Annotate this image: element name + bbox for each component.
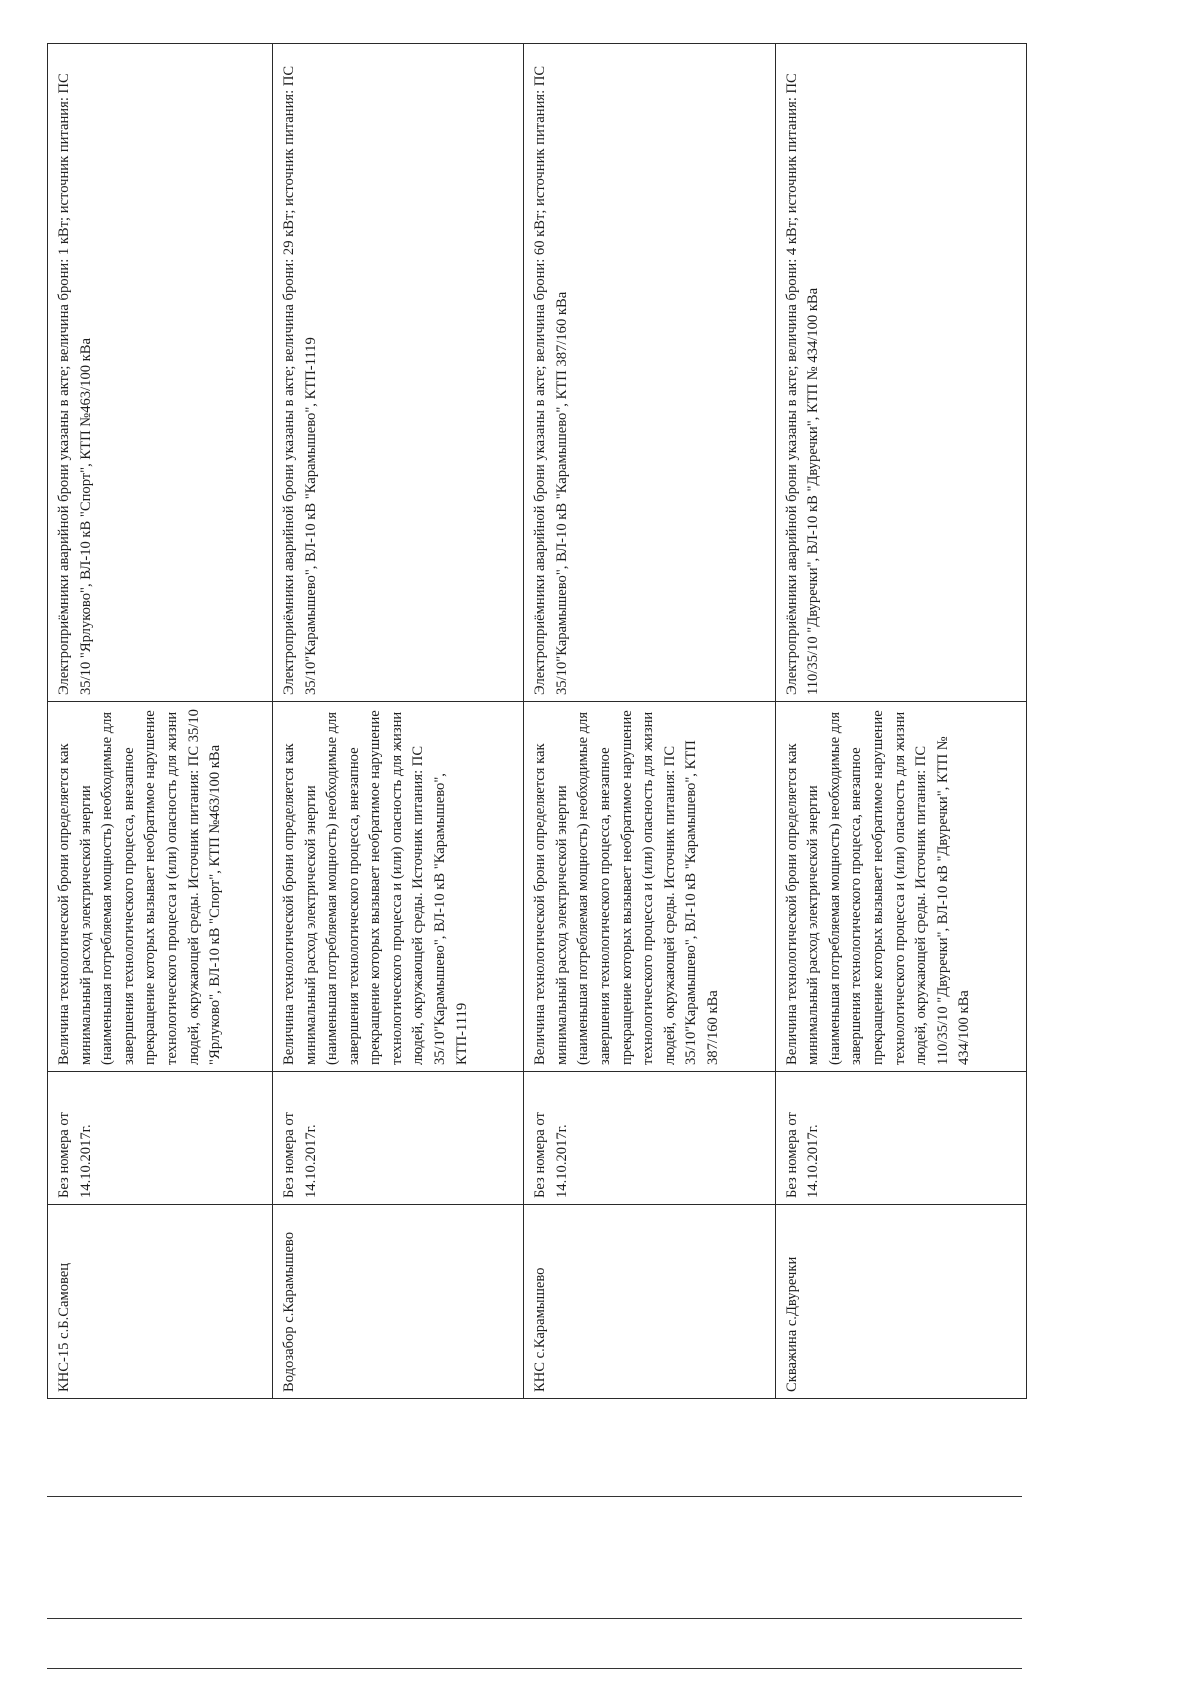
technological-reserve-cell: Величина технологической брони определяется как минимальный расход электрической энергии (наименьшая потребляемая мощность) необходимые для завершения технологического процесса, внезапное прекращение которых вызывает необратимое нарушение технологического процесса и (или) опасность для жизни людей, окружающей среды. Источник питания: ПС 35/10"Карамышево", ВЛ-10 кВ "Карамышево", КТП 387/160 кВа [524, 702, 775, 1072]
table-row [272, 44, 523, 1399]
object-cell: КНС с.Карамышево [524, 1205, 775, 1399]
emergency-reserve-cell: Электроприёмники аварийной брони указаны в акте; величина брони: 1 кВт; источник питания: ПС 35/10 "Ярлуково", ВЛ-10 кВ "Спорт", КТП №463/100 кВа [48, 44, 273, 702]
technological-reserve-cell: Величина технологической брони определяется как минимальный расход электрической энергии (наименьшая потребляемая мощность) необходимые для завершения технологического процесса, внезапное прекращение которых вызывает необратимое нарушение технологического процесса и (или) опасность для жизни людей, окружающей среды. Источник питания: ПС 35/10 "Ярлуково", ВЛ-10 кВ "Спорт", КТП №463/100 кВа [48, 702, 273, 1072]
emergency-reserve-cell: Электроприёмники аварийной брони указаны в акте; величина брони: 4 кВт; источник питания: ПС 110/35/10 "Двуречки", ВЛ-10 кВ "Двуречки", КТП № 434/100 кВа [775, 44, 1026, 702]
technological-reserve-cell: Величина технологической брони определяется как минимальный расход электрической энергии (наименьшая потребляемая мощность) необходимые для завершения технологического процесса, внезапное прекращение которых вызывает необратимое нарушение технологического процесса и (или) опасность для жизни людей, окружающей среды. Источник питания: ПС 110/35/10 "Двуречки", ВЛ-10 кВ "Двуречки", КТП № 434/100 кВа [775, 702, 1026, 1072]
reservation-table-wrapper [47, 44, 1027, 1399]
emergency-reserve-cell: Электроприёмники аварийной брони указаны в акте; величина брони: 29 кВт; источник питания: ПС 35/10"Карамышево", ВЛ-10 кВ "Карамышево", КТП-1119 [272, 44, 523, 702]
object-cell: КНС-15 с.Б.Самовец [48, 1205, 273, 1399]
act-cell: Без номера от 14.10.2017г. [272, 1072, 523, 1205]
form-line-3 [47, 1668, 1022, 1669]
table-row [48, 44, 273, 1399]
emergency-reserve-cell: Электроприёмники аварийной брони указаны в акте; величина брони: 60 кВт; источник питания: ПС 35/10"Карамышево", ВЛ-10 кВ "Карамышево", КТП 387/160 кВа [524, 44, 775, 702]
object-cell: Водозабор с.Карамышево [272, 1205, 523, 1399]
act-cell: Без номера от 14.10.2017г. [48, 1072, 273, 1205]
object-cell: Скважина с.Двуречки [775, 1205, 1026, 1399]
form-line-2 [47, 1618, 1022, 1619]
act-cell: Без номера от 14.10.2017г. [775, 1072, 1026, 1205]
act-cell: Без номера от 14.10.2017г. [524, 1072, 775, 1205]
technological-reserve-cell: Величина технологической брони определяется как минимальный расход электрической энергии (наименьшая потребляемая мощность) необходимые для завершения технологического процесса, внезапное прекращение которых вызывает необратимое нарушение технологического процесса и (или) опасность для жизни людей, окружающей среды. Источник питания: ПС 35/10"Карамышево", ВЛ-10 кВ "Карамышево", КТП-1119 [272, 702, 523, 1072]
table-row [775, 44, 1026, 1399]
reservation-table [47, 43, 1027, 1399]
table-row [524, 44, 775, 1399]
form-line-1 [47, 1496, 1022, 1497]
